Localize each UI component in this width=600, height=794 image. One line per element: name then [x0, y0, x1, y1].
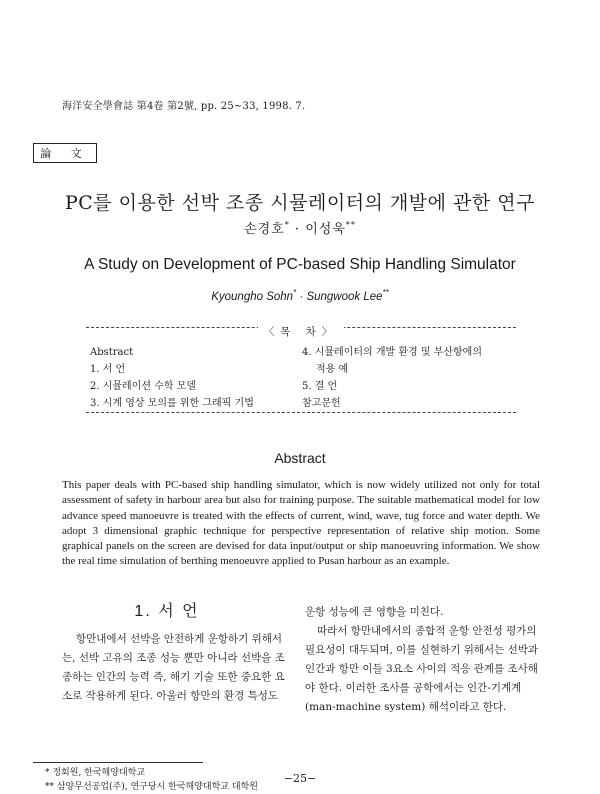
toc-item: 4. 시뮬레이터의 개발 환경 및 부산항에의: [302, 347, 482, 358]
affiliation-mark-2-en: **: [382, 288, 389, 297]
footnote-rule: [33, 762, 203, 763]
abstract-heading: Abstract: [274, 450, 326, 466]
journal-citation: 海洋安全學會誌 第4卷 第2號, pp. 25~33, 1998. 7.: [62, 101, 306, 112]
author-2-en: Sungwook Lee: [306, 290, 383, 303]
toc-item: 3. 시계 영상 모의를 위한 그래픽 기법: [90, 398, 254, 409]
paragraph: 운항 성능에 큰 영향을 미친다.: [305, 606, 444, 618]
author-2: 이성욱: [305, 222, 346, 237]
author-1: 손경호: [244, 222, 285, 237]
toc-item: 적용 예: [316, 364, 349, 375]
abstract-body: This paper deals with PC-based ship handling simulator, which is now widely utilized not only for total assessment of safety in harbour area but also for training purpose. The suitable mathematical model for low advance speed manoeuvre is treated with the effects of current, wind, wave, tug force and water depth. We adopt 3 dimensional graphic technique for perspective representation of relative ship motion. Some graphical panels on the screen are devised for data input/output or ship manoeuvring information. We show the real time simulation of berthing menoeuvre applied to Pusan harbour as an example.: [62, 479, 540, 568]
author-separator-en: ·: [296, 290, 307, 303]
section-heading: 1. 서 언: [134, 603, 200, 620]
category-label: 論 文: [33, 143, 97, 163]
toc-item: 2. 시뮬레이션 수학 모델: [90, 381, 197, 392]
toc-item: 5. 결 언: [302, 381, 338, 392]
affiliation-mark-1-en: *: [293, 288, 297, 297]
toc-left-column: [90, 344, 254, 412]
authors-korean: [0, 218, 600, 237]
toc-item: Abstract: [90, 347, 134, 358]
paper-title-korean: PC를 이용한 선박 조종 시뮬레이터의 개발에 관한 연구: [64, 192, 536, 214]
footnote: ** 삼양무선공업(주), 연구당시 한국해양대학교 대학원: [45, 782, 258, 792]
page-number: −25−: [283, 772, 317, 785]
toc-right-column: [302, 344, 482, 412]
toc-item: 참고문헌: [302, 398, 341, 409]
body-left-column: 항만내에서 선박을 안전하게 운항하기 위해서는, 선박 고유의 조종 성능 뿐만 아니라 선박을 조종하는 인간의 능력 즉, 해기 기술 또한 중요한 요소로 작용하게 된다. 아울러 항만의 환경 특성도: [62, 633, 285, 702]
paper-title-english: A Study on Development of PC-based Ship Handling Simulator: [84, 256, 516, 273]
body-right-column: [305, 603, 540, 717]
author-1-en: Kyoungho Sohn: [211, 290, 294, 303]
paragraph: 따라서 항만내에서의 종합적 운항 안전성 평가의 필요성이 대두되며, 이를 실현하기 위해서는 선박과 인간과 항만 이들 3요소 사이의 적응 관계를 조사해야 한다. 이러한 조사를 공학에서는 인간-기계계(man-machine system) 해석이라고 한다.: [305, 625, 539, 713]
affiliation-mark-2: **: [345, 220, 356, 230]
footnote: * 정회원, 한국해양대학교: [45, 768, 146, 778]
toc-heading: 〈목 차〉: [258, 326, 345, 338]
toc-item: 1. 서 언: [90, 364, 126, 375]
authors-english: [0, 288, 600, 303]
affiliation-mark-1: *: [284, 220, 290, 230]
table-of-contents: [86, 327, 516, 413]
author-separator: ·: [289, 222, 306, 237]
